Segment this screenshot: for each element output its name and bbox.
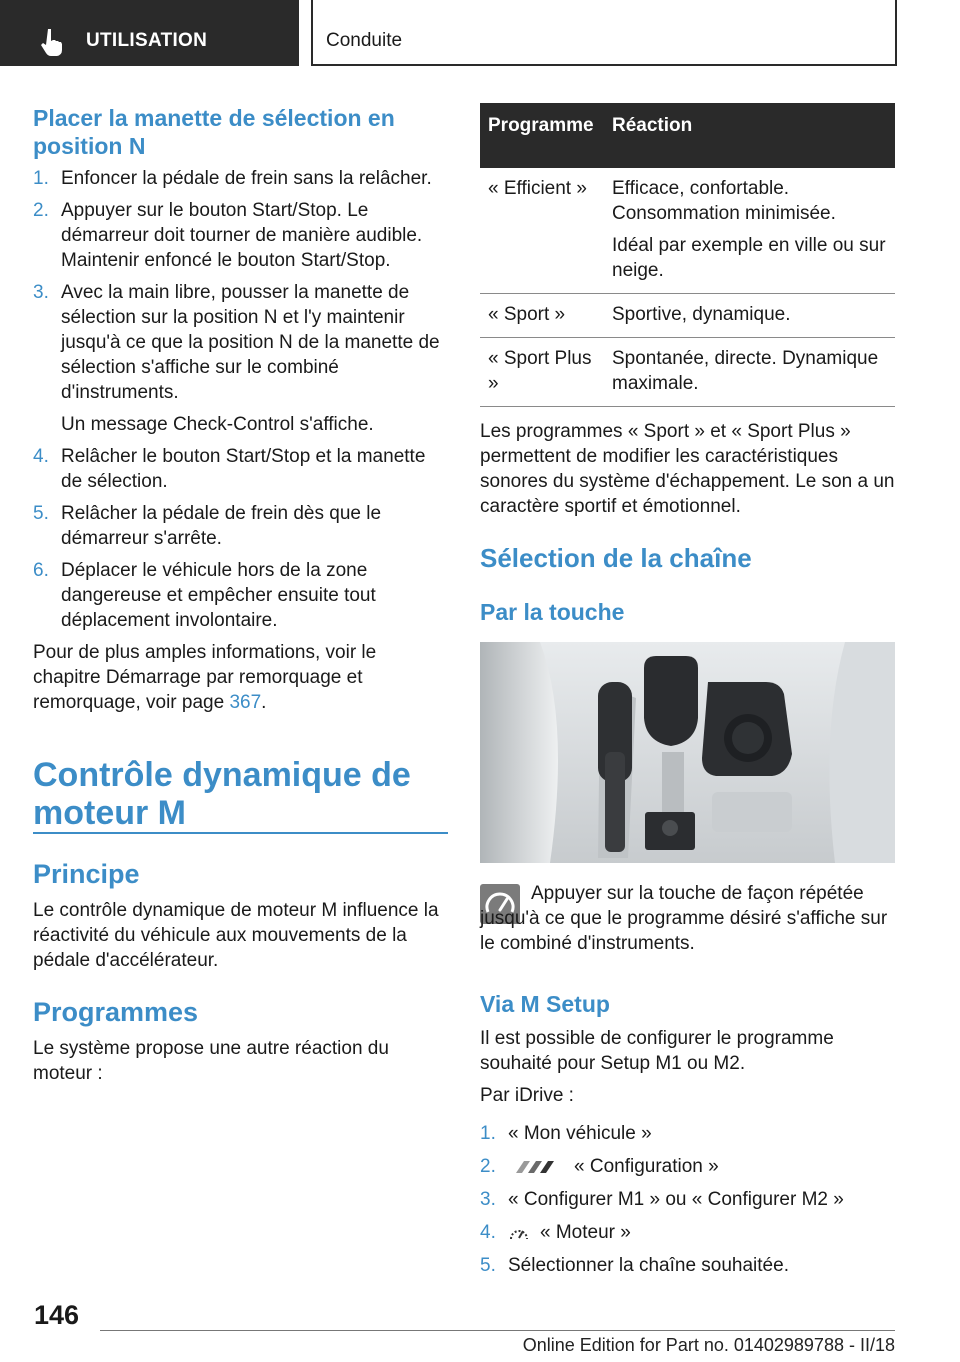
list-item: 1. « Mon véhicule » [480, 1123, 652, 1144]
m-setup-title: Via M Setup [480, 991, 610, 1017]
chapter-title: Conduite [326, 30, 403, 51]
engine-gauge-icon [508, 1223, 530, 1243]
principle-title: Principe [33, 859, 140, 889]
programs-title: Programmes [33, 997, 199, 1027]
list-item: 1. Enfoncer la pédale de frein sans la relâcher. [33, 168, 432, 189]
principle-text: Le contrôle dynamique de moteur M influence la réactivité du véhicule aux mouvements de la pédale d'accélérateur. [33, 900, 439, 971]
chain-selection-title: Sélection de la chaîne [480, 543, 752, 573]
setup-text: Il est possible de configurer le programme souhaité pour Setup M1 ou M2. [480, 1028, 834, 1074]
console-illustration [480, 642, 895, 863]
sound-paragraph: Les programmes « Sport » et « Sport Plus » permettent de modifier les caractéristiques sonores du système d'échappement. Le son a un caractère sportif et émotionnel. [480, 421, 895, 517]
edition-text: Online Edition for Part no. 01402989788 - II/18 [522, 1335, 895, 1355]
list-item: 5. Sélectionner la chaîne souhaitée. [480, 1255, 789, 1276]
more-info-paragraph: Pour de plus amples informations, voir le chapitre Démarrage par remorquage et remorquage, voir page 367. [33, 642, 377, 713]
list-item: 2. Appuyer sur le bouton Start/Stop. Le démarreur doit tourner de manière audible. Maintenir enfoncé le bouton Start/Stop. [33, 200, 423, 271]
list-item: 6. Déplacer le véhicule hors de la zone dangereuse et empêcher ensuite tout déplacement involontaire. [33, 560, 376, 631]
m-stripes-icon [508, 1159, 564, 1175]
page-link[interactable]: 367 [229, 692, 262, 713]
heading-rule [33, 832, 448, 834]
list-item: 2. « Configuration » [480, 1156, 719, 1177]
section-title: UTILISATION [86, 30, 208, 51]
table-row: « Sport Plus » Spontanée, directe. Dynamique maximale. [480, 338, 895, 407]
section-tab [0, 0, 299, 66]
idrive-steps [480, 1121, 895, 1286]
list-item: 4. Relâcher le bouton Start/Stop et la manette de sélection. [33, 446, 426, 492]
page-number: 146 [34, 1300, 80, 1330]
programs-text: Le système propose une autre réaction du moteur : [33, 1038, 389, 1084]
list-item: 4. « Moteur » [480, 1222, 631, 1243]
list-item: 3. « Configurer M1 » ou « Configurer M2 » [480, 1189, 844, 1210]
center-console-photo [480, 642, 895, 863]
table-row: « Sport » Sportive, dynamique. [480, 294, 895, 338]
table-row: « Efficient » Efficace, confortable. Consommation minimisée. Idéal par exemple en ville ou sur neige. [480, 168, 895, 294]
button-instruction: Appuyer sur la touche de façon répétée jusqu'à ce que le programme désiré s'affiche sur le combiné d'instruments. [480, 883, 888, 954]
heading-m-engine-control: Contrôle dynamique de moteur M [33, 756, 411, 832]
table-header-reaction: Réaction [604, 103, 895, 168]
list-item: 5. Relâcher la pédale de frein dès que le démarreur s'arrête. [33, 503, 382, 549]
hand-pointer-icon [40, 27, 64, 57]
chapter-tab [311, 0, 897, 66]
steps-neutral [33, 166, 448, 715]
heading-neutral-position: Placer la manette de sélection en position N [33, 105, 395, 159]
footer-rule [100, 1330, 895, 1331]
idrive-label: Par iDrive : [480, 1085, 574, 1106]
programs-table [480, 103, 895, 407]
by-button-title: Par la touche [480, 599, 625, 625]
table-header-program: Programme [480, 103, 604, 168]
list-item: 3. Avec la main libre, pousser la manette de sélection sur la position N et l'y maintenir jusqu'à ce que la position N de la manette de sélection s'affiche sur le combiné d'instruments. Un message Check-Control s'affiche. [33, 282, 440, 435]
